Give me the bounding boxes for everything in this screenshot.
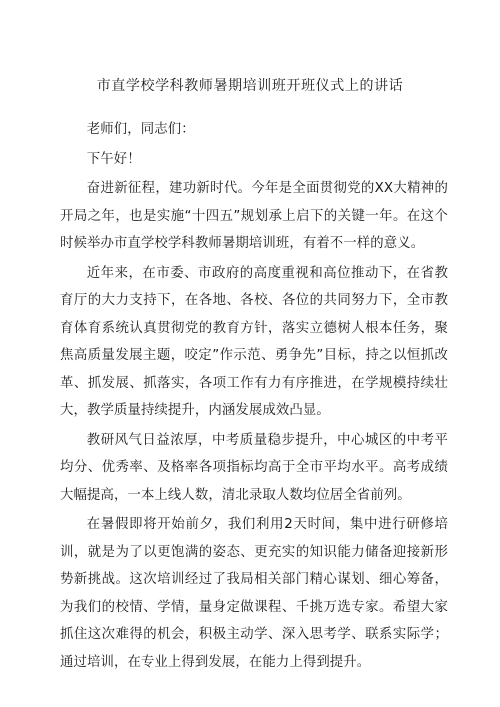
greeting-paragraph: 下午好！ — [86, 151, 141, 167]
body-paragraph: 近年来，在市委、市政府的高度重视和高位推动下，在省教育厅的大力支持下，在各地、各校、各位的共同努力下，全市教育体育系统认真贯彻党的教育方针，落实立德树人根本任务，聚焦高质量发展主题，咬定”作示范、勇争先”目标，持之以恒抓改革、抓发展、抓落实，各项工作有力有序推进，在学规模持续壮大，教学质量持续提升，内涵发展成效凸显。 — [60, 265, 448, 418]
document-body — [60, 116, 448, 678]
salutation-paragraph: 老师们，同志们： — [86, 122, 195, 137]
document-title: 市直学校学科教师暑期培训班开班仪式上的讲话 — [96, 78, 404, 94]
body-paragraph: 教研风气日益浓厚，中考质量稳步提升，中心城区的中考平均分、优秀率、及格率各项指标均高于全市平均水平。高考成绩大幅提高，一本上线人数，清北录取人数均位居全省前列。 — [60, 432, 448, 503]
body-paragraph: 在暑假即将开始前夕，我们利用2天时间，集中进行研修培训，就是为了以更饱满的姿态、更充实的知识能力储备迎接新形势新挑战。这次培训经过了我局相关部门精心谋划、细心筹备，为我们的校情、学情，量身定做课程、千挑万选专家。希望大家抓住这次难得的机会，积极主动学、深入思考学、联系实际学；通过培训，在专业上得到发展，在能力上得到提升。 — [60, 517, 448, 670]
body-paragraph: 奋进新征程，建功新时代。今年是全面贯彻党的XX大精神的开局之年，也是实施“十四五”规划承上启下的关键一年。在这个时候举办市直学校学科教师暑期培训班，有着不一样的意义。 — [60, 181, 448, 251]
